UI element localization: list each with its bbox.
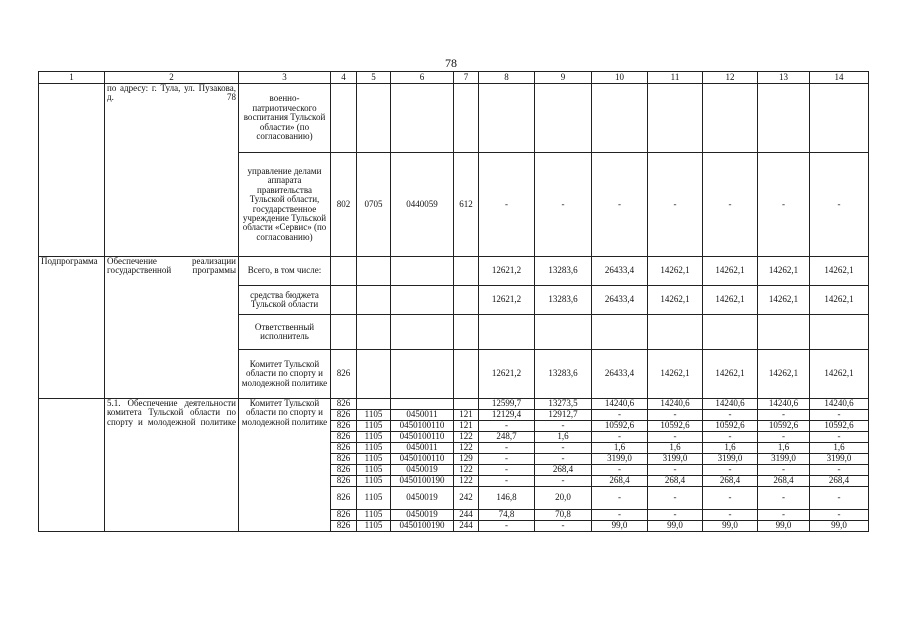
code-cell: 0440059: [391, 153, 454, 257]
value-cell: -: [648, 432, 703, 443]
address-cell: по адресу: г. Тула, ул. Пузакова, д. 78: [105, 84, 239, 257]
value-cell: 3199,0: [648, 454, 703, 465]
value-cell: -: [810, 487, 869, 510]
code-cell: [391, 399, 454, 410]
value-cell: 12912,7: [535, 410, 592, 421]
table-row: [39, 399, 869, 410]
code-cell: 826: [331, 476, 357, 487]
value-cell: 14262,1: [648, 350, 703, 399]
code-cell: 122: [454, 476, 479, 487]
value-cell: 26433,4: [592, 257, 648, 286]
value-cell: -: [535, 443, 592, 454]
value-cell: 10592,6: [592, 421, 648, 432]
executor-cell: управление делами аппарата правительства Тульской области, государственное учреждение Тульской области «Сервис» (по согласованию): [239, 153, 331, 257]
value-cell: -: [810, 153, 869, 257]
subprogram-name: Обеспечение реализации государственной программы: [105, 257, 239, 399]
value-cell: -: [648, 153, 703, 257]
value-cell: -: [479, 521, 535, 532]
code-cell: 0450100190: [391, 521, 454, 532]
value-cell: -: [535, 153, 592, 257]
value-cell: -: [592, 432, 648, 443]
code-cell: 826: [331, 454, 357, 465]
code-cell: 0705: [357, 153, 391, 257]
header-row: [39, 72, 869, 84]
value-cell: -: [592, 510, 648, 521]
code-cell: 121: [454, 421, 479, 432]
header-cell: 6: [391, 72, 454, 84]
value-cell: 99,0: [703, 521, 758, 532]
value-cell: -: [758, 432, 810, 443]
value-cell: 3199,0: [703, 454, 758, 465]
code-cell: [357, 399, 391, 410]
code-cell: 1105: [357, 510, 391, 521]
value-cell: 12599,7: [479, 399, 535, 410]
committee-label: Комитет Тульской области по спорту и молодежной политике: [239, 399, 331, 532]
value-cell: -: [479, 454, 535, 465]
code-cell: 244: [454, 510, 479, 521]
value-cell: 14240,6: [703, 399, 758, 410]
value-cell: 20,0: [535, 487, 592, 510]
value-cell: 1,6: [592, 443, 648, 454]
value-cell: 14262,1: [810, 286, 869, 315]
value-cell: 1,6: [758, 443, 810, 454]
value-cell: 14262,1: [810, 257, 869, 286]
value-cell: -: [810, 510, 869, 521]
value-cell: 13283,6: [535, 257, 592, 286]
value-cell: -: [479, 153, 535, 257]
budget-table: [38, 71, 869, 532]
header-cell: 12: [703, 72, 758, 84]
value-cell: -: [479, 421, 535, 432]
code-cell: 129: [454, 454, 479, 465]
activity-name: 5.1. Обеспечение деятельности комитета Тульской области по спорту и молодежной политике: [105, 399, 239, 532]
value-cell: -: [758, 510, 810, 521]
header-cell: 1: [39, 72, 105, 84]
value-cell: 14262,1: [758, 286, 810, 315]
code-cell: 1105: [357, 521, 391, 532]
value-cell: 74,8: [479, 510, 535, 521]
empty-cell: [39, 399, 105, 532]
header-cell: 3: [239, 72, 331, 84]
value-cell: 268,4: [758, 476, 810, 487]
value-cell: 14262,1: [648, 257, 703, 286]
value-cell: 14262,1: [703, 257, 758, 286]
value-cell: -: [648, 465, 703, 476]
value-cell: 14262,1: [648, 286, 703, 315]
value-cell: -: [758, 410, 810, 421]
value-cell: -: [592, 410, 648, 421]
value-cell: 10592,6: [810, 421, 869, 432]
code-cell: 0450100110: [391, 454, 454, 465]
header-cell: 8: [479, 72, 535, 84]
value-cell: 14262,1: [703, 286, 758, 315]
page-number: 78: [445, 56, 457, 70]
value-cell: 268,4: [703, 476, 758, 487]
code-cell: 242: [454, 487, 479, 510]
value-cell: 26433,4: [592, 286, 648, 315]
code-cell: 826: [331, 421, 357, 432]
code-cell: 0450100110: [391, 421, 454, 432]
code-cell: 0450019: [391, 465, 454, 476]
value-cell: 268,4: [592, 476, 648, 487]
header-cell: 5: [357, 72, 391, 84]
value-cell: -: [592, 465, 648, 476]
committee-label: Комитет Тульской области по спорту и молодежной политике: [239, 350, 331, 399]
value-cell: 3199,0: [592, 454, 648, 465]
value-cell: 14262,1: [758, 257, 810, 286]
header-cell: 11: [648, 72, 703, 84]
value-cell: 1,6: [648, 443, 703, 454]
table-row: [39, 257, 869, 286]
value-cell: 3199,0: [758, 454, 810, 465]
code-cell: 826: [331, 510, 357, 521]
code-cell: 0450100190: [391, 476, 454, 487]
value-cell: -: [703, 410, 758, 421]
code-cell: 612: [454, 153, 479, 257]
code-cell: 826: [331, 443, 357, 454]
code-cell: 826: [331, 521, 357, 532]
code-cell: 1105: [357, 487, 391, 510]
code-cell: 121: [454, 410, 479, 421]
value-cell: 13273,5: [535, 399, 592, 410]
value-cell: -: [479, 465, 535, 476]
value-cell: 12621,2: [479, 286, 535, 315]
value-cell: 14262,1: [810, 350, 869, 399]
value-cell: 10592,6: [703, 421, 758, 432]
value-cell: 70,8: [535, 510, 592, 521]
value-cell: 99,0: [810, 521, 869, 532]
code-cell: 826: [331, 432, 357, 443]
code-cell: 826: [331, 465, 357, 476]
value-cell: 3199,0: [810, 454, 869, 465]
value-cell: 14262,1: [703, 350, 758, 399]
value-cell: 268,4: [648, 476, 703, 487]
total-label: Всего, в том числе:: [239, 257, 331, 286]
value-cell: -: [648, 410, 703, 421]
header-cell: 10: [592, 72, 648, 84]
code-cell: 802: [331, 153, 357, 257]
budget-label: средства бюджета Тульской области: [239, 286, 331, 315]
code-cell: 244: [454, 521, 479, 532]
value-cell: -: [810, 410, 869, 421]
value-cell: 14240,6: [592, 399, 648, 410]
value-cell: -: [703, 510, 758, 521]
value-cell: -: [479, 443, 535, 454]
header-cell: 9: [535, 72, 592, 84]
empty-cell: [39, 84, 105, 257]
code-cell: 826: [331, 399, 357, 410]
value-cell: -: [648, 510, 703, 521]
value-cell: -: [703, 465, 758, 476]
code-cell: 122: [454, 465, 479, 476]
value-cell: -: [810, 432, 869, 443]
executor-cell: военно-патриотического воспитания Тульской области» (по согласованию): [239, 84, 331, 153]
value-cell: -: [758, 487, 810, 510]
code-cell: 1105: [357, 476, 391, 487]
code-cell: 0450011: [391, 443, 454, 454]
code-cell: 826: [331, 350, 357, 399]
value-cell: 10592,6: [758, 421, 810, 432]
value-cell: 12129,4: [479, 410, 535, 421]
value-cell: 99,0: [758, 521, 810, 532]
responsible-label: Ответственный исполнитель: [239, 315, 331, 350]
value-cell: 1,6: [810, 443, 869, 454]
value-cell: -: [535, 421, 592, 432]
header-cell: 13: [758, 72, 810, 84]
value-cell: 14240,6: [810, 399, 869, 410]
value-cell: -: [592, 153, 648, 257]
value-cell: 146,8: [479, 487, 535, 510]
code-cell: 122: [454, 432, 479, 443]
value-cell: 12621,2: [479, 257, 535, 286]
code-cell: 1105: [357, 421, 391, 432]
header-cell: 2: [105, 72, 239, 84]
code-cell: 826: [331, 487, 357, 510]
value-cell: 26433,4: [592, 350, 648, 399]
value-cell: 248,7: [479, 432, 535, 443]
value-cell: -: [758, 465, 810, 476]
header-cell: 14: [810, 72, 869, 84]
value-cell: 12621,2: [479, 350, 535, 399]
value-cell: 99,0: [648, 521, 703, 532]
value-cell: -: [703, 153, 758, 257]
code-cell: 0450100110: [391, 432, 454, 443]
value-cell: -: [535, 476, 592, 487]
code-cell: 0450011: [391, 410, 454, 421]
value-cell: -: [810, 465, 869, 476]
value-cell: -: [535, 454, 592, 465]
value-cell: -: [592, 487, 648, 510]
code-cell: 1105: [357, 410, 391, 421]
code-cell: 826: [331, 410, 357, 421]
value-cell: 14262,1: [758, 350, 810, 399]
value-cell: 1,6: [703, 443, 758, 454]
code-cell: 1105: [357, 443, 391, 454]
code-cell: 0450019: [391, 487, 454, 510]
code-cell: 1105: [357, 432, 391, 443]
value-cell: 13283,6: [535, 286, 592, 315]
value-cell: 99,0: [592, 521, 648, 532]
value-cell: 14240,6: [758, 399, 810, 410]
value-cell: -: [703, 487, 758, 510]
value-cell: 268,4: [810, 476, 869, 487]
value-cell: -: [535, 521, 592, 532]
table-row: [39, 84, 869, 153]
header-cell: 7: [454, 72, 479, 84]
value-cell: 13283,6: [535, 350, 592, 399]
code-cell: 1105: [357, 465, 391, 476]
subprogram-label: Подпрограмма: [39, 257, 105, 399]
value-cell: -: [648, 487, 703, 510]
value-cell: 1,6: [535, 432, 592, 443]
header-cell: 4: [331, 72, 357, 84]
code-cell: 1105: [357, 454, 391, 465]
value-cell: 14240,6: [648, 399, 703, 410]
value-cell: 10592,6: [648, 421, 703, 432]
value-cell: 268,4: [535, 465, 592, 476]
code-cell: 122: [454, 443, 479, 454]
value-cell: -: [479, 476, 535, 487]
value-cell: -: [703, 432, 758, 443]
code-cell: 0450019: [391, 510, 454, 521]
value-cell: -: [758, 153, 810, 257]
code-cell: [454, 399, 479, 410]
